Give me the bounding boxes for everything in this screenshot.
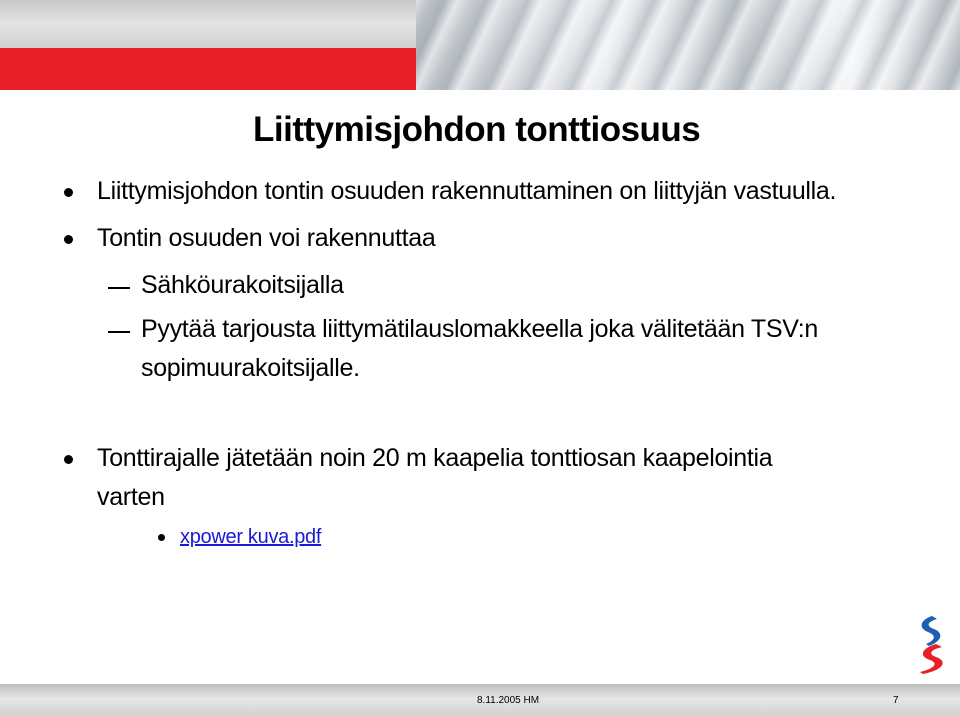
bullet-text-2: Tontin osuuden voi rakennuttaa [97,224,436,252]
header-metal-image [416,0,960,90]
bullet-text-3-continuation: varten [97,483,165,511]
page-number: 7 [893,695,899,706]
header-red-band [0,48,416,90]
bullet-marker [64,188,73,197]
header-banner [0,0,960,90]
bullet-text-1: Liittymisjohdon tontin osuuden rakennuttaminen on liittyjän vastuulla. [97,177,837,205]
pdf-link[interactable]: xpower kuva.pdf [180,526,322,548]
bullet-marker [158,534,165,541]
sub-bullet-text-1: Sähköurakoitsijalla [141,271,344,299]
company-logo-icon [906,614,952,676]
dash-marker [108,331,130,333]
header-gray-band [0,0,416,48]
bullet-text-3: Tonttirajalle jätetään noin 20 m kaapelia tonttiosan kaapelointia [97,444,773,472]
bullet-marker [64,455,73,464]
dash-marker [108,287,130,289]
sub-bullet-text-2: Pyytää tarjousta liittymätilauslomakkeella joka välitetään TSV:n [141,315,818,343]
footer-date-author: 8.11.2005 HM [477,695,540,706]
bullet-marker [64,235,73,244]
slide-title: Liittymisjohdon tonttiosuus [253,110,701,149]
sub-bullet-text-2-continuation: sopimuurakoitsijalle. [141,354,360,382]
